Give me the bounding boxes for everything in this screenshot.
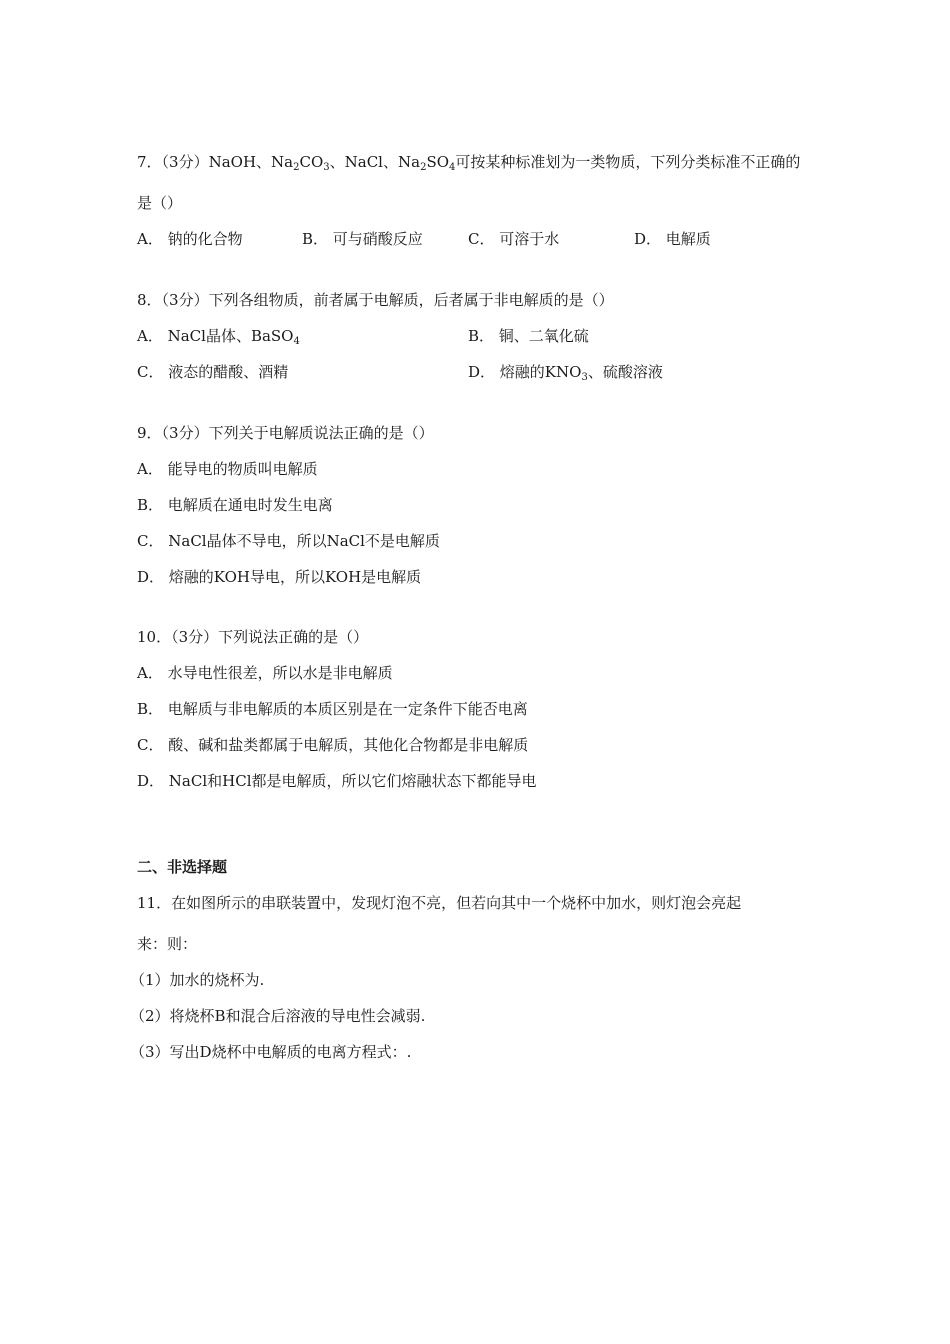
q9-option-b: B． 电解质在通电时发生电离 (137, 496, 333, 514)
q8-option-c: C． 液态的醋酸、酒精 (137, 363, 289, 381)
q9-option-a: A． 能导电的物质叫电解质 (137, 460, 318, 478)
q7-stem-text: CO (299, 153, 324, 171)
q8-option-d-text: D． 熔融的KNO (468, 363, 582, 381)
q8-option-b: B． 铜、二氧化硫 (468, 327, 589, 345)
subscript: 2 (420, 162, 427, 173)
q11-part-2: （2）将烧杯B和混合后溶液的导电性会减弱. (130, 1007, 426, 1025)
q9-option-c: C． NaCl晶体不导电，所以NaCl不是电解质 (137, 532, 440, 550)
q7-option-c: C． 可溶于水 (468, 230, 560, 248)
section-title: 二、非选择题 (137, 858, 228, 876)
q8-stem: 8．（3分）下列各组物质，前者属于电解质，后者属于非电解质的是（） (137, 291, 614, 309)
subscript: 4 (293, 336, 300, 347)
q11-stem-line2: 来：则： (137, 935, 198, 953)
subscript: 4 (449, 162, 456, 173)
q8-option-d (468, 362, 663, 382)
q7-stem-line2: 是（） (137, 194, 183, 212)
q7-option-b: B． 可与硝酸反应 (302, 230, 423, 248)
q11-stem: 11．在如图所示的串联装置中，发现灯泡不亮，但若向其中一个烧杯中加水，则灯泡会亮起 (137, 894, 742, 912)
q10-option-b: B． 电解质与非电解质的本质区别是在一定条件下能否电离 (137, 700, 528, 718)
q9-option-d: D． 熔融的KOH导电，所以KOH是电解质 (137, 568, 422, 586)
q7-option-d: D． 电解质 (634, 230, 711, 248)
q10-option-d: D． NaCl和HCl都是电解质，所以它们熔融状态下都能导电 (137, 772, 537, 790)
q8-option-d-text: 、硫酸溶液 (587, 363, 663, 381)
subscript: 3 (581, 372, 588, 383)
q9-stem: 9．（3分）下列关于电解质说法正确的是（） (137, 424, 434, 442)
q8-option-a-text: A． NaCl晶体、BaSO (137, 327, 294, 345)
q7-stem-text: 可按某种标准划为一类物质，下列分类标准不正确的 (455, 153, 801, 171)
q11-part-3: （3）写出D烧杯中电解质的电离方程式：. (130, 1043, 412, 1061)
q10-option-c: C． 酸、碱和盐类都属于电解质，其他化合物都是非电解质 (137, 736, 529, 754)
q7-stem-text: SO (426, 153, 450, 171)
q11-part-1: （1）加水的烧杯为. (130, 971, 265, 989)
q10-option-a: A． 水导电性很差，所以水是非电解质 (137, 664, 393, 682)
q8-option-a (137, 326, 300, 346)
q7-option-a: A． 钠的化合物 (137, 230, 243, 248)
q10-stem: 10．（3分）下列说法正确的是（） (137, 628, 369, 646)
q7-stem-text: 、NaCl、Na (329, 153, 421, 171)
q7-stem (137, 152, 800, 172)
subscript: 2 (293, 162, 300, 173)
q7-stem-text: 7．（3分）NaOH、Na (137, 153, 294, 171)
subscript: 3 (323, 162, 330, 173)
